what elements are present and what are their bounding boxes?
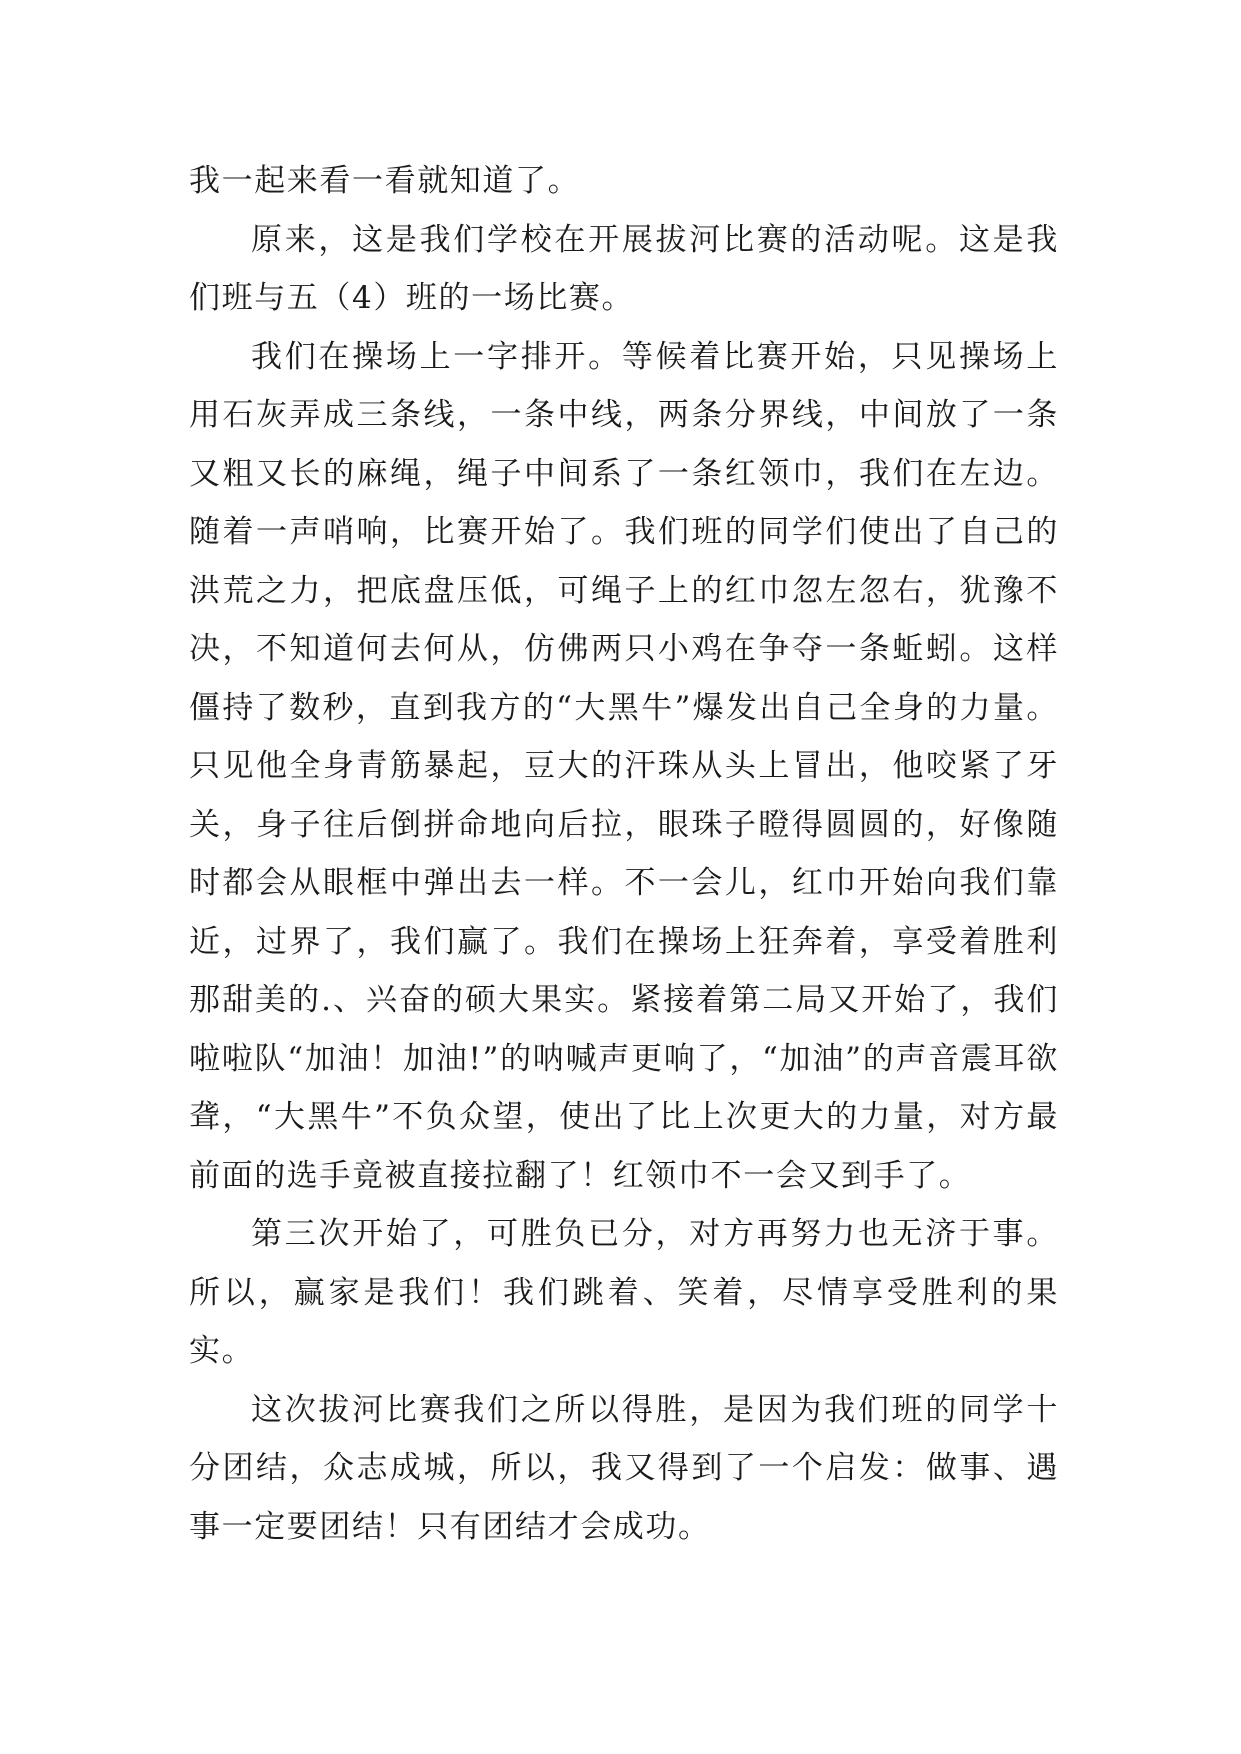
paragraph-2: 原来，这是我们学校在开展拔河比赛的活动呢。这是我们班与五（4）班的一场比赛。	[189, 221, 1059, 316]
article-body	[189, 152, 1059, 1556]
paragraph-5: 这次拔河比赛我们之所以得胜，是因为我们班的同学十分团结，众志成城，所以，我又得到了一个启发：做事、遇事一定要团结！只有团结才会成功。	[189, 1391, 1059, 1545]
paragraph-1: 我一起来看一看就知道了。	[189, 163, 581, 199]
paragraph-3: 我们在操场上一字排开。等候着比赛开始，只见操场上用石灰弄成三条线，一条中线，两条分界线，中间放了一条又粗又长的麻绳，绳子中间系了一条红领巾，我们在左边。随着一声哨响，比赛开始了。我们班的同学们使出了自己的洪荒之力，把底盘压低，可绳子上的红巾忽左忽右，犹豫不决，不知道何去何从，仿佛两只小鸡在争夺一条蚯蚓。这样僵持了数秒，直到我方的“大黑牛”爆发出自己全身的力量。只见他全身青筋暴起，豆大的汗珠从头上冒出，他咬紧了牙关，身子往后倒拼命地向后拉，眼珠子瞪得圆圆的，好像随时都会从眼框中弹出去一样。不一会儿，红巾开始向我们靠近，过界了，我们赢了。我们在操场上狂奔着，享受着胜利那甜美的.、兴奋的硕大果实。紧接着第二局又开始了，我们啦啦队“加油！加油!”的呐喊声更响了，“加油”的声音震耳欲聋，“大黑牛”不负众望，使出了比上次更大的力量，对方最前面的选手竟被直接拉翻了！红领巾不一会又到手了。	[189, 338, 1059, 1194]
paragraph-4: 第三次开始了，可胜负已分，对方再努力也无济于事。所以，赢家是我们！我们跳着、笑着，尽情享受胜利的果实。	[189, 1216, 1059, 1369]
